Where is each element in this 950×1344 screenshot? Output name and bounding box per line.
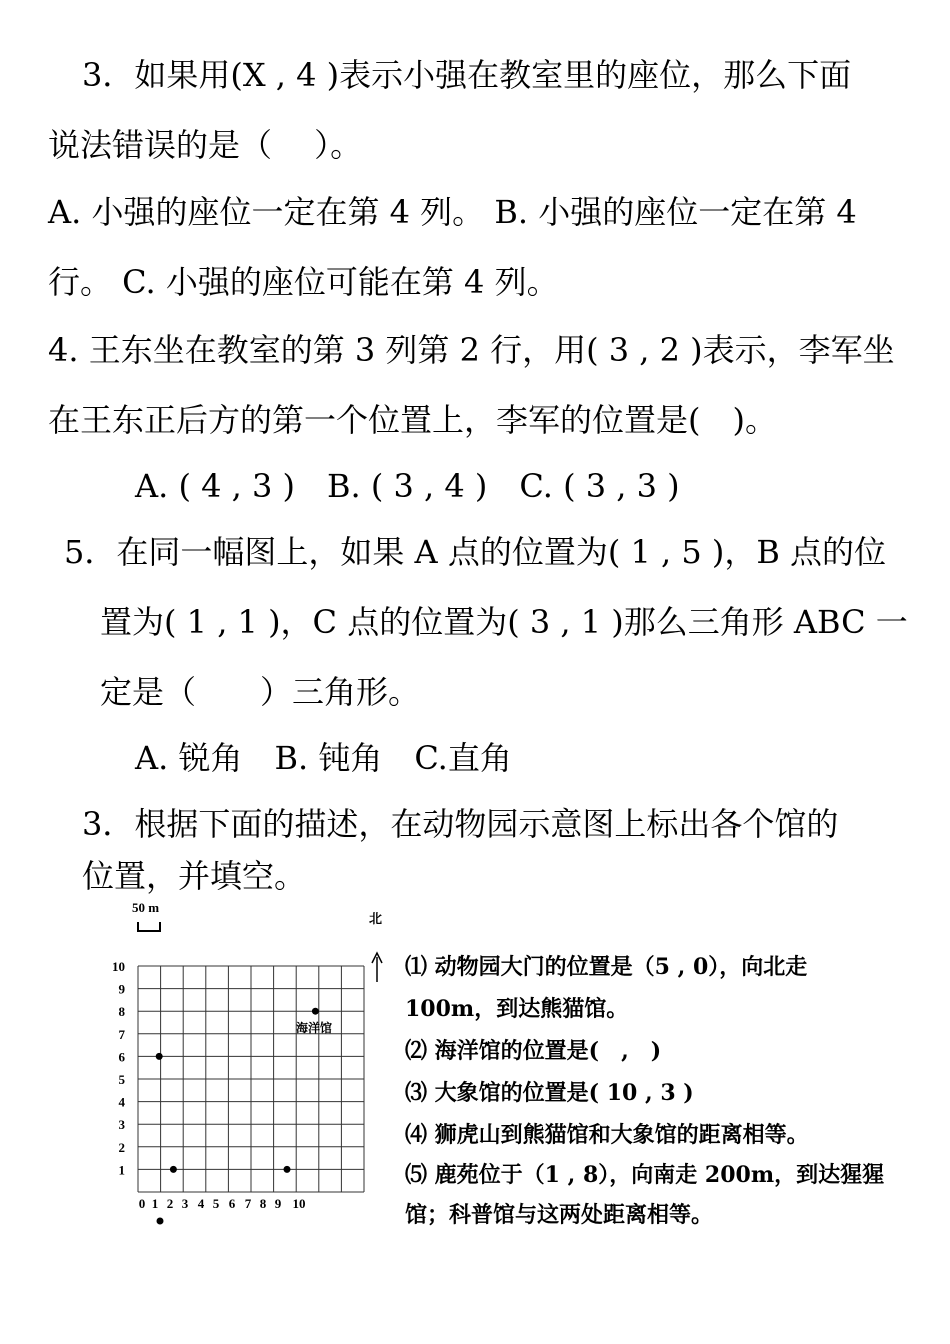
statement-1-line-2: 100m，到达熊猫馆。 [405,996,629,1022]
q4-line-2: 在王东正后方的第一个位置上，李军的位置是( )。 [48,401,777,439]
zoo-map [95,895,395,1235]
x-tick-label: 9 [274,1196,282,1211]
q5-line-2: 置为( 1 , 1 )，C 点的位置为( 3 , 1 )那么三角形 ABC 一 [100,603,908,641]
map-point [157,1218,164,1225]
statement-4: ⑷ 狮虎山到熊猫馆和大象馆的距离相等。 [405,1122,809,1148]
x-tick-label: 2 [166,1196,174,1211]
scale-bar [138,922,160,931]
map-point [284,1166,291,1173]
x-tick-label: 3 [181,1196,189,1211]
x-tick-label: 7 [244,1196,252,1211]
y-tick-label: 1 [118,1162,125,1178]
y-tick-label: 9 [118,981,125,997]
y-tick-label: 4 [118,1094,125,1110]
x-tick-label: 6 [228,1196,236,1211]
q3a-option-line-1: A. 小强的座位一定在第 4 列。 B. 小强的座位一定在第 4 [48,193,857,231]
x-tick-label: 0 [138,1196,146,1211]
y-tick-label: 3 [118,1117,125,1133]
x-axis-labels [139,1196,306,1211]
statement-1-line-1: ⑴ 动物园大门的位置是（5 , 0），向北走 [405,954,808,980]
q3b-line-1: 3．根据下面的描述，在动物园示意图上标出各个馆的 [82,805,839,843]
q5-options: A. 锐角 B. 钝角 C.直角 [135,739,512,777]
y-tick-label: 5 [118,1072,125,1087]
y-tick-label: 7 [118,1026,125,1042]
x-tick-label: 1 [151,1196,159,1211]
map-point [170,1166,177,1173]
q3b-line-2: 位置，并填空。 [82,857,307,895]
q3a-line-1: 3．如果用(X , 4 )表示小强在教室里的座位，那么下面 [82,56,852,94]
x-tick-label: 8 [259,1196,267,1211]
map-point [312,1008,319,1015]
x-tick-label: 10 [292,1196,306,1211]
statement-3: ⑶ 大象馆的位置是( 10 , 3 ) [405,1080,694,1106]
statement-2: ⑵ 海洋馆的位置是( , ) [405,1038,662,1064]
q3a-option-line-2: 行。 C. 小强的座位可能在第 4 列。 [48,263,559,301]
y-tick-label: 10 [112,959,125,974]
q3a-line-2: 说法错误的是（ ）。 [48,126,363,164]
q4-options: A. ( 4 , 3 ) B. ( 3 , 4 ) C. ( 3 , 3 ) [135,467,680,505]
y-tick-label: 8 [118,1004,125,1020]
map-grid [138,966,364,1192]
north-arrow [372,953,382,982]
x-tick-label: 5 [212,1196,220,1211]
y-tick-label: 6 [118,1049,125,1065]
x-tick-label: 4 [197,1196,205,1211]
ocean-hall-label: 海洋馆 [296,1021,333,1035]
north-label: 北 [369,911,383,926]
map-point [156,1053,163,1060]
y-tick-label: 2 [118,1139,125,1155]
statement-5-line-2: 馆；科普馆与这两处距离相等。 [405,1202,714,1228]
q4-line-1: 4. 王东坐在教室的第 3 列第 2 行，用( 3 , 2 )表示，李军坐 [48,331,895,369]
y-axis-labels [112,959,126,1177]
statement-5-line-1: ⑸ 鹿苑位于（1 , 8），向南走 200m，到达猩猩 [405,1162,885,1188]
scale-label: 50 m [132,900,160,915]
q5-line-3: 定是（ ）三角形。 [100,673,421,711]
q5-line-1: 5．在同一幅图上，如果 A 点的位置为( 1 , 5 )，B 点的位 [64,533,887,571]
